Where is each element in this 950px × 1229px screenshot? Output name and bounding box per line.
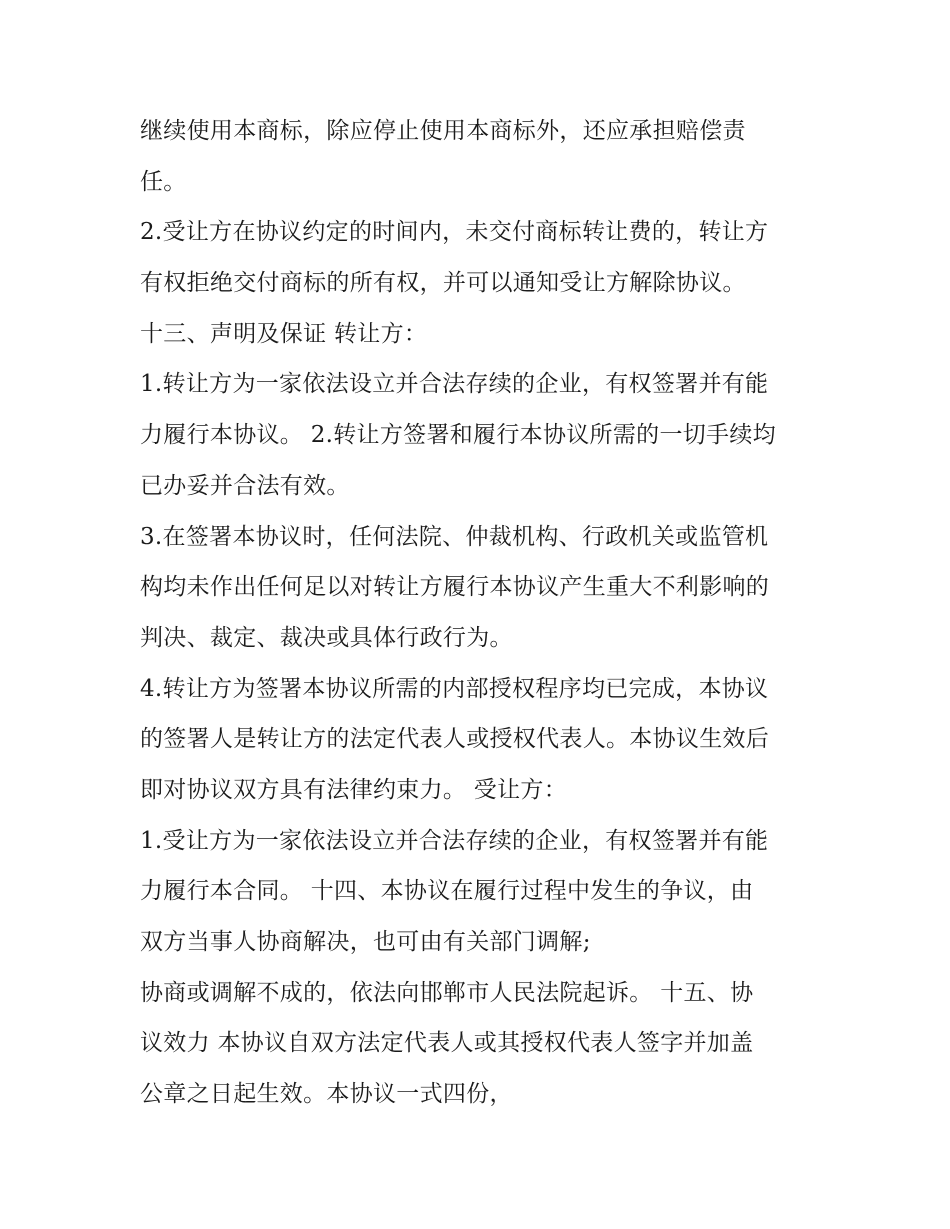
text-line: 3.在签署本协议时，任何法院、仲裁机构、行政机关或监管机 <box>140 523 769 550</box>
text-line: 构均未作出任何足以对转让方履行本协议产生重大不利影响的 <box>140 574 770 601</box>
text-line: 双方当事人协商解决，也可由有关部门调解; <box>140 929 591 955</box>
text-line: 协商或调解不成的，依法向邯郸市人民法院起诉。 十五、协 <box>140 979 754 1006</box>
text-line: 议效力 本协议自双方法定代表人或其授权代表人签字并加盖 <box>140 1030 754 1057</box>
text-line: 有权拒绝交付商标的所有权，并可以通知受让方解除协议。 <box>140 270 746 297</box>
text-line: 1.转让方为一家依法设立并合法存续的企业，有权签署并有能 <box>140 371 769 398</box>
section-heading-line: 十三、声明及保证 转让方： <box>140 320 428 347</box>
text-line: 1.受让方为一家依法设立并合法存续的企业，有权签署并有能 <box>140 827 769 854</box>
text-line: 4.转让方为签署本协议所需的内部授权程序均已完成，本协议 <box>140 675 769 702</box>
text-line: 2.受让方在协议约定的时间内，未交付商标转让费的，转让方 <box>140 219 769 246</box>
text-line: 继续使用本商标，除应停止使用本商标外，还应承担赔偿责 <box>140 118 746 144</box>
text-line: 已办妥并合法有效。 <box>140 472 350 499</box>
text-line: 力履行本协议。 2.转让方签署和履行本协议所需的一切手续均 <box>140 422 776 449</box>
text-line: 任。 <box>140 168 187 195</box>
text-line: 判决、裁定、裁决或具体行政行为。 <box>140 624 513 651</box>
document-body <box>140 106 820 1120</box>
text-line: 即对协议双方具有法律约束力。 受让方： <box>140 776 568 803</box>
text-line: 力履行本合同。 十四、本协议在履行过程中发生的争议，由 <box>140 878 754 905</box>
text-line: 公章之日起生效。本协议一式四份， <box>140 1081 513 1108</box>
text-line: 的签署人是转让方的法定代表人或授权代表人。本协议生效后 <box>140 726 770 753</box>
